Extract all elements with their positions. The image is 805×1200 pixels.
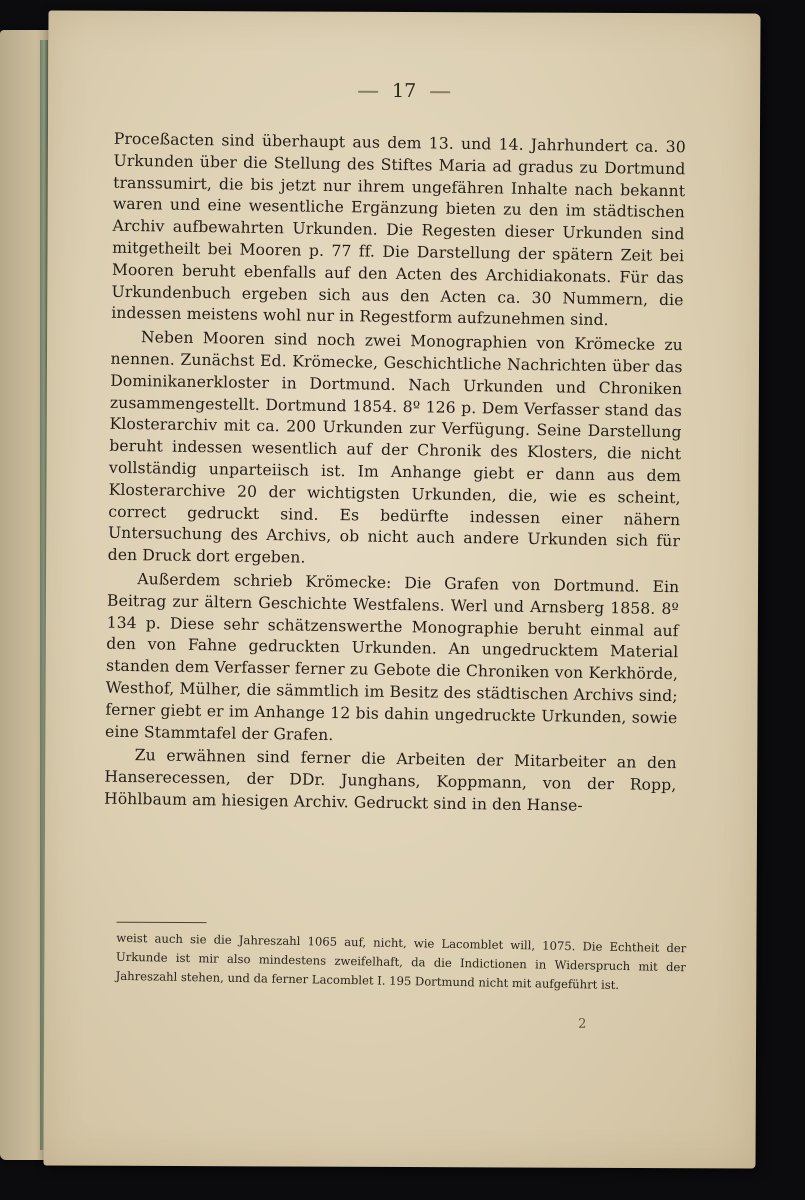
footnote: weist auch sie die Jahreszahl 1065 auf, nicht, wie Lacomblet will, 1075. Die Echtheit der Urkunde ist mir also mindestens zweifelhaft, da die Indictionen in Widerspruch mit der Jahreszahl stehen, und da ferner Lacomblet I. 195 Dortmund nicht mit aufgeführt ist. [115,930,687,992]
page-number: 17 [392,79,417,103]
header-dash-left [358,91,378,93]
footnote-divider [117,922,207,923]
page-header [48,78,760,103]
paragraph-2: Neben Mooren sind noch zwei Monographien von Krömecke zu nennen. Zunächst Ed. Krömecke, Geschichtliche Nachrichten über das Dominikanerkloster in Dortmund. Nach Urkunden und Chroniken zusammengestellt. Dortmund 1854. 8º 126 p. Dem Verfasser stand das Klosterarchiv mit ca. 200 Urkunden zur Verfügung. Seine Darstellung beruht indessen wesentlich auf der Chronik des Klosters, die nicht vollständig unparteiisch ist. Im Anhange giebt er dann aus dem Klosterarchive 20 der wichtigsten Urkunden, die, wie es scheint, correct gedruckt sind. Es bedürfte indessen einer nähern Untersuchung des Archivs, ob nicht auch andere Urkunden sich für den Druck dort ergeben. [107,328,683,567]
paragraph-3: Außerdem schrieb Krömecke: Die Grafen von Dortmund. Ein Beitrag zur ältern Geschichte Westfalens. Werl und Arnsberg 1858. 8º 134 p. Diese sehr schätzenswerthe Monographie beruht einmal auf den von Fahne gedruckten Urkunden. An ungedrucktem Material standen dem Verfasser ferner zu Gebote die Chroniken von Kerkhörde, Westhof, Mülher, die sämmtlich im Besitz des städtischen Archivs sind; ferner giebt er im Anhange 12 bis dahin ungedruckte Urkunden, sowie eine Stammtafel der Grafen. [104,570,680,744]
signature-mark: 2 [578,1016,587,1032]
header-dash-right [430,91,450,93]
paragraph-4: Zu erwähnen sind ferner die Arbeiten der Mitarbeiter an den Hanserecessen, der DDr. Junghans, Koppmann, von der Ropp, Höhlbaum am hiesigen Archiv. Gedruckt sind in den Hanse- [103,746,677,815]
body-text [104,129,686,819]
book-page [43,10,760,1168]
paragraph-1: Proceßacten sind überhaupt aus dem 13. und 14. Jahrhundert ca. 30 Urkunden über die Stellung des Stiftes Maria ad gradus zu Dortmund transsumirt, die bis jetzt nur ihrem ungefähren Inhalte nach bekannt waren und eine wesentliche Ergänzung bieten zu den im städtischen Archiv aufbewahrten Urkunden. Die Regesten dieser Urkunden sind mitgetheilt bei Mooren p. 77 ff. Die Darstellung der spätern Zeit bei Mooren beruht ebenfalls auf den Acten des Archidiakonats. Für das Urkundenbuch ergeben sich aus den Acten ca. 30 Nummern, die indessen meistens wohl nur in Regestform aufzunehmen sind. [111,129,686,330]
